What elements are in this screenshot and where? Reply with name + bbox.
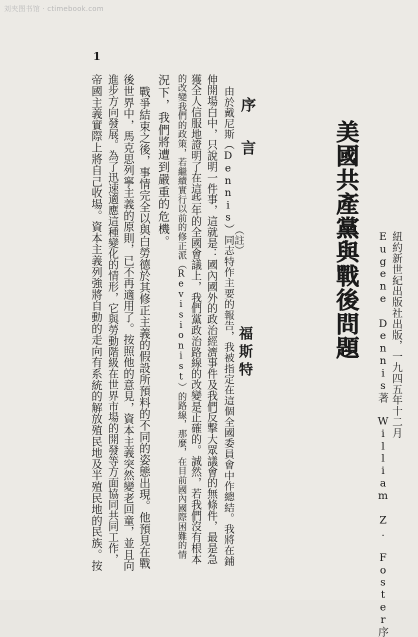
book-title: 美國共產黨與戰後問題 <box>332 120 358 360</box>
body-line: 的改變我們的政策，若繼續實行以前的修正派（Revisionist）的路線，那麼，在目前國內國際困難的情 <box>176 74 186 560</box>
page-number: 1 <box>93 50 101 63</box>
author-line: Eugene Dennis著 William Z. Foster序 <box>377 231 389 637</box>
watermark: 刘夹图书馆 · ctimebook.com <box>4 5 104 13</box>
body-line: 況下，我們將遭到嚴重的危機。 <box>157 74 171 248</box>
body-line: 伸開場白中，只說明一件事，這就是：國內國外的政治經濟事件及我們反擊大眾議會的無條件，最是急 <box>206 74 218 565</box>
body-line: 進步方向發展。為了迅速適應這種變化的情形，它與勞動階級在世界市場的開發等方面協同共同工作， <box>107 74 119 565</box>
body-line: 戰爭結束之後，事情完全以與白勞德於其修正主義的假設所預料的不同的姿態出現。他預見在戰 <box>138 86 151 569</box>
publisher-line: 紐約新世紀出版社出版，一九四五年十二月 <box>391 231 403 439</box>
preface-author: 福斯特 <box>237 326 253 380</box>
body-line: 獲全人信服地證明了在這些年的全國會議上，我們黨政治路線的改變是正確的。誠然，若我們沒有根本 <box>190 74 202 565</box>
body-line: 帝國主義實際上將自己收場。資本主義列強將自動的走向有系統的解放殖民地及半殖民地的民族。按 <box>90 74 103 572</box>
body-line: 後世界中，馬克思列寧主義的原則，已不再適用了。按照他的意見，資本主義突然變老回童，並且向 <box>122 74 135 572</box>
note-marker: （註） <box>232 225 243 255</box>
body-line: 由於戴尼斯（Dennis）同志特作主要的報告，我被指定在這個全國委員會中作總結。我將在鋪 <box>222 86 234 567</box>
preface-heading: 序言 <box>239 97 257 183</box>
